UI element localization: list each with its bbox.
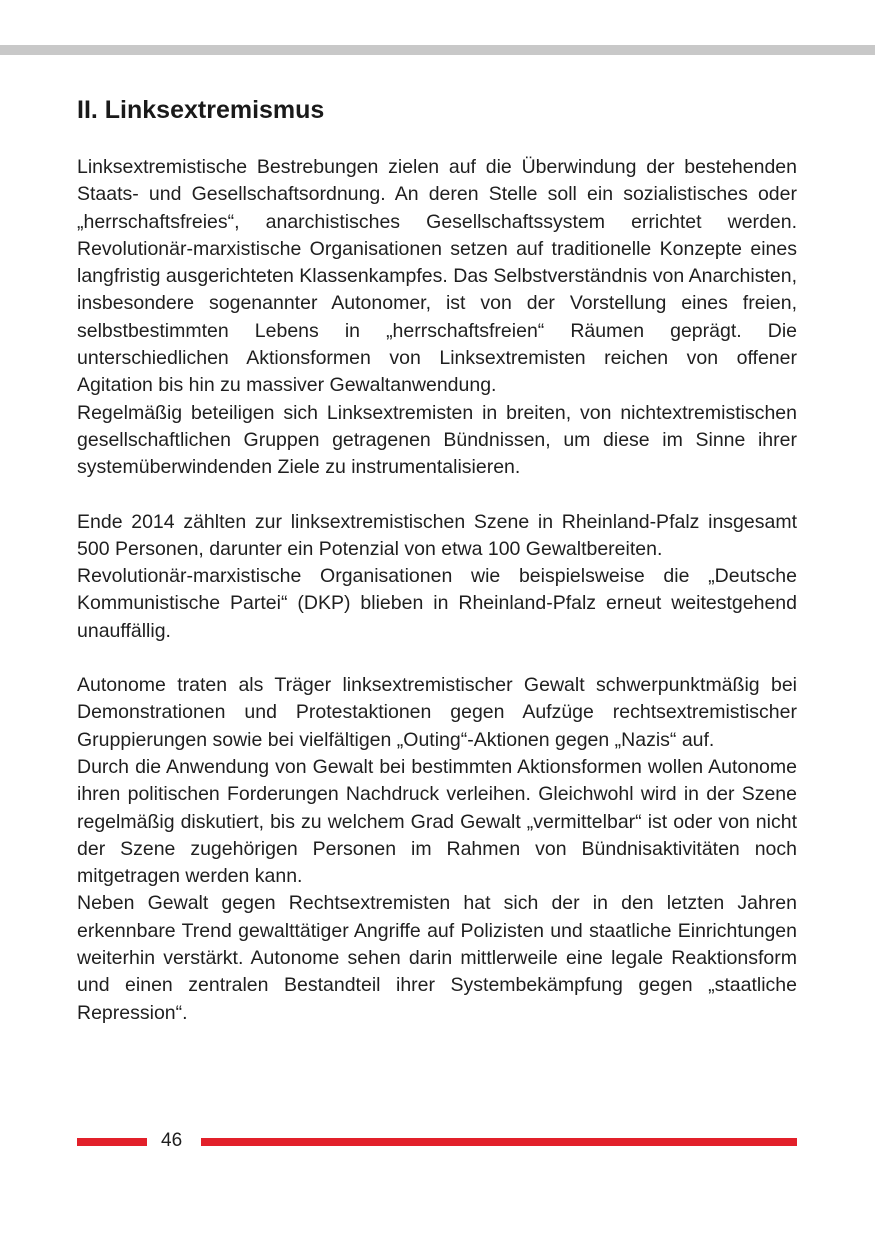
section-heading: II. Linksextremismus bbox=[77, 96, 325, 124]
paragraph-gap bbox=[77, 482, 797, 509]
page-footer bbox=[77, 1128, 797, 1154]
footer-bar-right bbox=[201, 1138, 797, 1146]
paragraph-gap bbox=[77, 645, 797, 672]
top-divider-bar bbox=[0, 45, 875, 55]
paragraph-autonomous: Autonome traten als Träger linksextremistischer Gewalt schwerpunktmäßig bei Demonstrationen und Protestaktionen gegen Aufzüge rechtsextremistischer Gruppierungen sowie bei vielfältigen „Outing“-Aktionen gegen „Nazis“ auf. bbox=[77, 674, 797, 751]
paragraph-violence: Durch die Anwendung von Gewalt bei bestimmten Aktionsformen wollen Autonome ihren politischen Forderungen Nachdruck verleihen. Gleichwohl wird in der Szene regelmäßig diskutiert, bis zu welchem Grad Gewalt „vermittelbar“ ist oder von nicht der Szene zugehörigen Personen im Rahmen von Bündnisaktivitäten noch mitgetragen werden kann. bbox=[77, 755, 797, 888]
page-number: 46 bbox=[161, 1130, 183, 1151]
paragraph-trend: Neben Gewalt gegen Rechtsextremisten hat sich der in den letzten Jahren erkennbare Trend gewalttätiger Angriffe auf Polizisten und staatliche Einrichtungen weiterhin verstärkt. Autonome sehen darin mittlerweile eine legale Reaktionsform und einen zentralen Bestandteil ihrer Systembekämpfung gegen „staatliche Repression“. bbox=[77, 892, 797, 1024]
page-content bbox=[77, 92, 797, 1027]
footer-bar-left bbox=[77, 1138, 147, 1146]
paragraph-statistics: Ende 2014 zählten zur linksextremistischen Szene in Rheinland-Pfalz insgesamt 500 Personen, darunter ein Potenzial von etwa 100 Gewaltbereiten. bbox=[77, 510, 797, 560]
paragraph-intro: Linksextremistische Bestrebungen zielen auf die Überwindung der bestehenden Staats- und Gesellschaftsordnung. An deren Stelle soll ein sozialistisches oder „herrschaftsfreies“, anarchistisches Gesellschaftssystem errichtet werden. Revolutionär-marxistische Organisationen setzen auf traditionelle Konzepte eines langfristig ausgerichteten Klassenkampfes. Das Selbstverständnis von Anarchisten, insbesondere sogenannter Autonomer, ist von der Vorstellung eines freien, selbstbestimmten Lebens in „herrschaftsfreien“ Räumen geprägt. Die unterschiedlichen Aktionsformen von Linksextremisten reichen von offener Agitation bis hin zu massiver Gewaltanwendung. bbox=[77, 156, 797, 397]
paragraph-dkp: Revolutionär-marxistische Organisationen wie beispielsweise die „Deutsche Kommunistische Partei“ (DKP) blieben in Rheinland-Pfalz erneut weitestgehend unauffällig. bbox=[77, 565, 797, 642]
paragraph-alliances: Regelmäßig beteiligen sich Linksextremisten in breiten, von nichtextremistischen gesellschaftlichen Gruppen getragenen Bündnissen, um diese im Sinne ihrer systemüberwindenden Ziele zu instrumentalisieren. bbox=[77, 401, 797, 479]
